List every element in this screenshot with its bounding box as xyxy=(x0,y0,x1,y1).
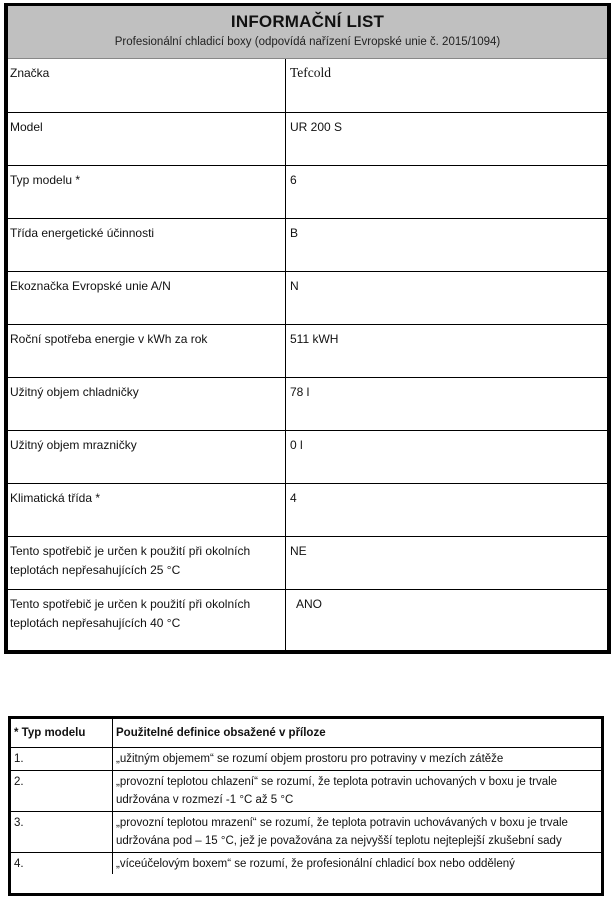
definitions-table xyxy=(8,716,604,896)
row-value: 78 l xyxy=(290,385,310,399)
row-label: Ekoznačka Evropské unie A/N xyxy=(10,279,171,293)
info-row-brand xyxy=(8,59,607,112)
info-row-ecolabel xyxy=(8,271,607,324)
info-row-model-type xyxy=(8,165,607,218)
row-label: Tento spotřebič je určen k použití při okolních teplotách nepřesahujících 40 °C xyxy=(10,597,251,630)
sheet-subtitle: Profesionální chladicí boxy (odpovídá nařízení Evropské unie č. 2015/1094) xyxy=(114,36,501,48)
row-label: Užitný objem chladničky xyxy=(10,385,139,399)
information-sheet xyxy=(4,3,611,654)
row-value: B xyxy=(290,226,299,240)
info-row-annual-consumption xyxy=(8,324,607,377)
row-value: 6 xyxy=(290,173,297,187)
row-value: 4 xyxy=(290,491,297,505)
info-row-freezer-volume xyxy=(8,430,607,483)
row-label: Třída energetické účinnosti xyxy=(10,226,155,240)
row-value: 511 kWH xyxy=(290,332,339,346)
definition-text: „provozní teplotou chlazení“ se rozumí, že teplota potravin uchovaných v boxu je trvale udržována v rozmezí -1 °C až 5 °C xyxy=(113,770,602,811)
definition-number: 2. xyxy=(11,770,113,811)
info-row-energy-class xyxy=(8,218,607,271)
row-value: Tefcold xyxy=(290,65,332,80)
info-rows xyxy=(8,59,607,642)
row-label: Užitný objem mrazničky xyxy=(10,438,137,452)
row-label: Roční spotřeba energie v kWh za rok xyxy=(10,332,208,346)
info-row-climate-class xyxy=(8,483,607,536)
row-label: Tento spotřebič je určen k použití při okolních teplotách nepřesahujících 25 °C xyxy=(10,544,251,577)
definition-row xyxy=(11,811,601,852)
info-row-model xyxy=(8,112,607,165)
row-label: Značka xyxy=(10,66,50,80)
sheet-title: INFORMAČNÍ LIST xyxy=(230,12,385,31)
info-row-ambient-40 xyxy=(8,589,607,642)
definition-row xyxy=(11,748,601,771)
definition-row xyxy=(11,852,601,874)
row-label: Model xyxy=(10,120,43,134)
row-value: UR 200 S xyxy=(290,120,343,134)
definition-number: 1. xyxy=(11,748,113,771)
row-label: Klimatická třída * xyxy=(10,491,101,505)
row-value: N xyxy=(290,279,299,293)
header-definitions: Použitelné definice obsažené v příloze xyxy=(113,719,602,748)
definition-text: „provozní teplotou mrazení“ se rozumí, že teplota potravin uchovávaných v boxu je trvale udržována pod – 15 °C, jež je považována za nejvyšší teplotu nejteplejší zkušební sady xyxy=(113,811,602,852)
header-model-type: * Typ modelu xyxy=(11,719,113,748)
definition-row xyxy=(11,770,601,811)
row-value: ANO xyxy=(296,597,323,611)
row-value: NE xyxy=(290,544,307,558)
definitions-header-row xyxy=(11,719,601,748)
definition-number: 3. xyxy=(11,811,113,852)
row-label: Typ modelu * xyxy=(10,173,81,187)
definition-text: „víceúčelovým boxem“ se rozumí, že profesionální chladicí box nebo oddělený xyxy=(113,852,602,874)
sheet-header xyxy=(8,6,607,59)
info-row-ambient-25 xyxy=(8,536,607,589)
info-row-fridge-volume xyxy=(8,377,607,430)
definition-text: „užitným objemem“ se rozumí objem prostoru pro potraviny v mezích zátěže xyxy=(113,748,602,771)
row-value: 0 l xyxy=(290,438,303,452)
definition-number: 4. xyxy=(11,852,113,874)
